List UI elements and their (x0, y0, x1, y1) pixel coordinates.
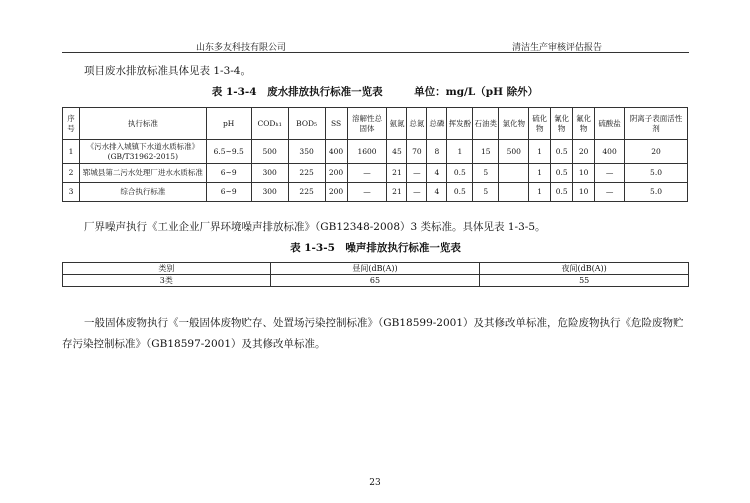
header-report-title: 清洁生产审核评估报告 (512, 43, 603, 53)
table-cell: 225 (288, 183, 325, 202)
header-cell: 总磷 (427, 108, 447, 140)
table-cell: 200 (325, 183, 347, 202)
table-cell: — (347, 164, 387, 183)
header-company: 山东多友科技有限公司 (196, 43, 287, 53)
table-cell: 350 (288, 140, 325, 164)
table-cell: 5.0 (625, 183, 688, 202)
table-cell: 4 (427, 183, 447, 202)
table-cell: 200 (325, 164, 347, 183)
table-cell: 0.5 (447, 183, 473, 202)
table-cell: 0.5 (447, 164, 473, 183)
table-cell: 0.5 (551, 164, 573, 183)
table-cell: 1 (529, 183, 551, 202)
header-cell: 序号 (63, 108, 80, 140)
table-cell: 8 (427, 140, 447, 164)
table-cell: 70 (407, 140, 427, 164)
table-cell: 6.5~9.5 (206, 140, 251, 164)
table-cell: 3类 (63, 275, 271, 287)
header-cell: 夜间(dB(A)) (480, 263, 689, 275)
table-cell: 500 (251, 140, 288, 164)
table-cell: 400 (595, 140, 625, 164)
table-cell: 6~9 (206, 183, 251, 202)
table-cell: — (595, 183, 625, 202)
table-cell: 1 (529, 140, 551, 164)
table1-caption: 表 1-3-4 废水排放执行标准一览表 单位：mg/L（pH 除外） (211, 86, 539, 98)
wastewater-standards-table (62, 107, 688, 202)
table-cell: 0.5 (551, 183, 573, 202)
table-cell: 300 (251, 183, 288, 202)
table-cell: 1 (63, 140, 80, 164)
table-cell: 55 (480, 275, 689, 287)
table-cell: 5 (473, 183, 499, 202)
table-cell: 20 (573, 140, 595, 164)
table-cell: 《污水排入城镇下水道水质标准》(GB/T31962-2015) (79, 140, 206, 164)
header-cell: 氯化物 (499, 108, 529, 140)
table-cell: 300 (251, 164, 288, 183)
header-cell: 氟化物 (573, 108, 595, 140)
page-number: 23 (369, 478, 381, 488)
header-cell: 石油类 (473, 108, 499, 140)
table-cell: 6~9 (206, 164, 251, 183)
table-cell: — (595, 164, 625, 183)
table-cell: 综合执行标准 (79, 183, 206, 202)
solid-waste-paragraph-line1: 一般固体废物执行《一般固体废物贮存、处置场污染控制标准》（GB18599-2001）及其修改单标准，危险废物执行《危险废物贮 (84, 317, 684, 329)
solid-waste-paragraph-line2: 存污染控制标准》（GB18597-2001）及其修改单标准。 (62, 338, 326, 350)
header-cell: 挥发酚 (447, 108, 473, 140)
table-cell: 10 (573, 164, 595, 183)
table-cell: — (407, 183, 427, 202)
table-row (63, 275, 689, 287)
table-cell: 10 (573, 183, 595, 202)
header-cell: 溶解性总固体 (347, 108, 387, 140)
table-cell (499, 183, 529, 202)
header-cell: 氰化物 (551, 108, 573, 140)
table-row (63, 164, 688, 183)
table-cell: 1600 (347, 140, 387, 164)
header-cell: 类别 (63, 263, 271, 275)
intro-paragraph: 项目废水排放标准具体见表 1-3-4。 (84, 65, 251, 77)
table-cell: 45 (387, 140, 407, 164)
table-header-row (63, 108, 688, 140)
header-cell: SS (325, 108, 347, 140)
table-cell: 21 (387, 164, 407, 183)
table-cell: 0.5 (551, 140, 573, 164)
noise-standards-table (62, 262, 689, 287)
table-cell: 4 (427, 164, 447, 183)
header-cell: 执行标准 (79, 108, 206, 140)
header-cell: pH (206, 108, 251, 140)
table-cell: 1 (529, 164, 551, 183)
table-cell: 400 (325, 140, 347, 164)
table-cell: 500 (499, 140, 529, 164)
header-cell: 硫化物 (529, 108, 551, 140)
table-cell (499, 164, 529, 183)
table-cell: 225 (288, 164, 325, 183)
noise-paragraph: 厂界噪声执行《工业企业厂界环境噪声排放标准》（GB12348-2008）3 类标准。具体见表 1-3-5。 (84, 221, 546, 233)
table-cell: 3 (63, 183, 80, 202)
table-cell: 郓城县第二污水处理厂进水水质标准 (79, 164, 206, 183)
header-cell: 阴离子表面活性剂 (625, 108, 688, 140)
table-cell: 65 (270, 275, 480, 287)
header-cell: 硫酸盐 (595, 108, 625, 140)
table-cell: — (347, 183, 387, 202)
header-cell: 氨氮 (387, 108, 407, 140)
table-cell: 21 (387, 183, 407, 202)
table-cell: 20 (625, 140, 688, 164)
header-cell: CODₕ₁ (251, 108, 288, 140)
table-row (63, 140, 688, 164)
table-cell: — (407, 164, 427, 183)
table-cell: 5.0 (625, 164, 688, 183)
table-cell: 15 (473, 140, 499, 164)
table-cell: 5 (473, 164, 499, 183)
header-rule (62, 52, 689, 53)
header-cell: BOD₅ (288, 108, 325, 140)
table-cell: 1 (447, 140, 473, 164)
header-cell: 昼间(dB(A)) (270, 263, 480, 275)
table-header-row (63, 263, 689, 275)
table2-caption: 表 1-3-5 噪声排放执行标准一览表 (290, 242, 461, 254)
header-cell: 总氮 (407, 108, 427, 140)
table-row (63, 183, 688, 202)
table-cell: 2 (63, 164, 80, 183)
